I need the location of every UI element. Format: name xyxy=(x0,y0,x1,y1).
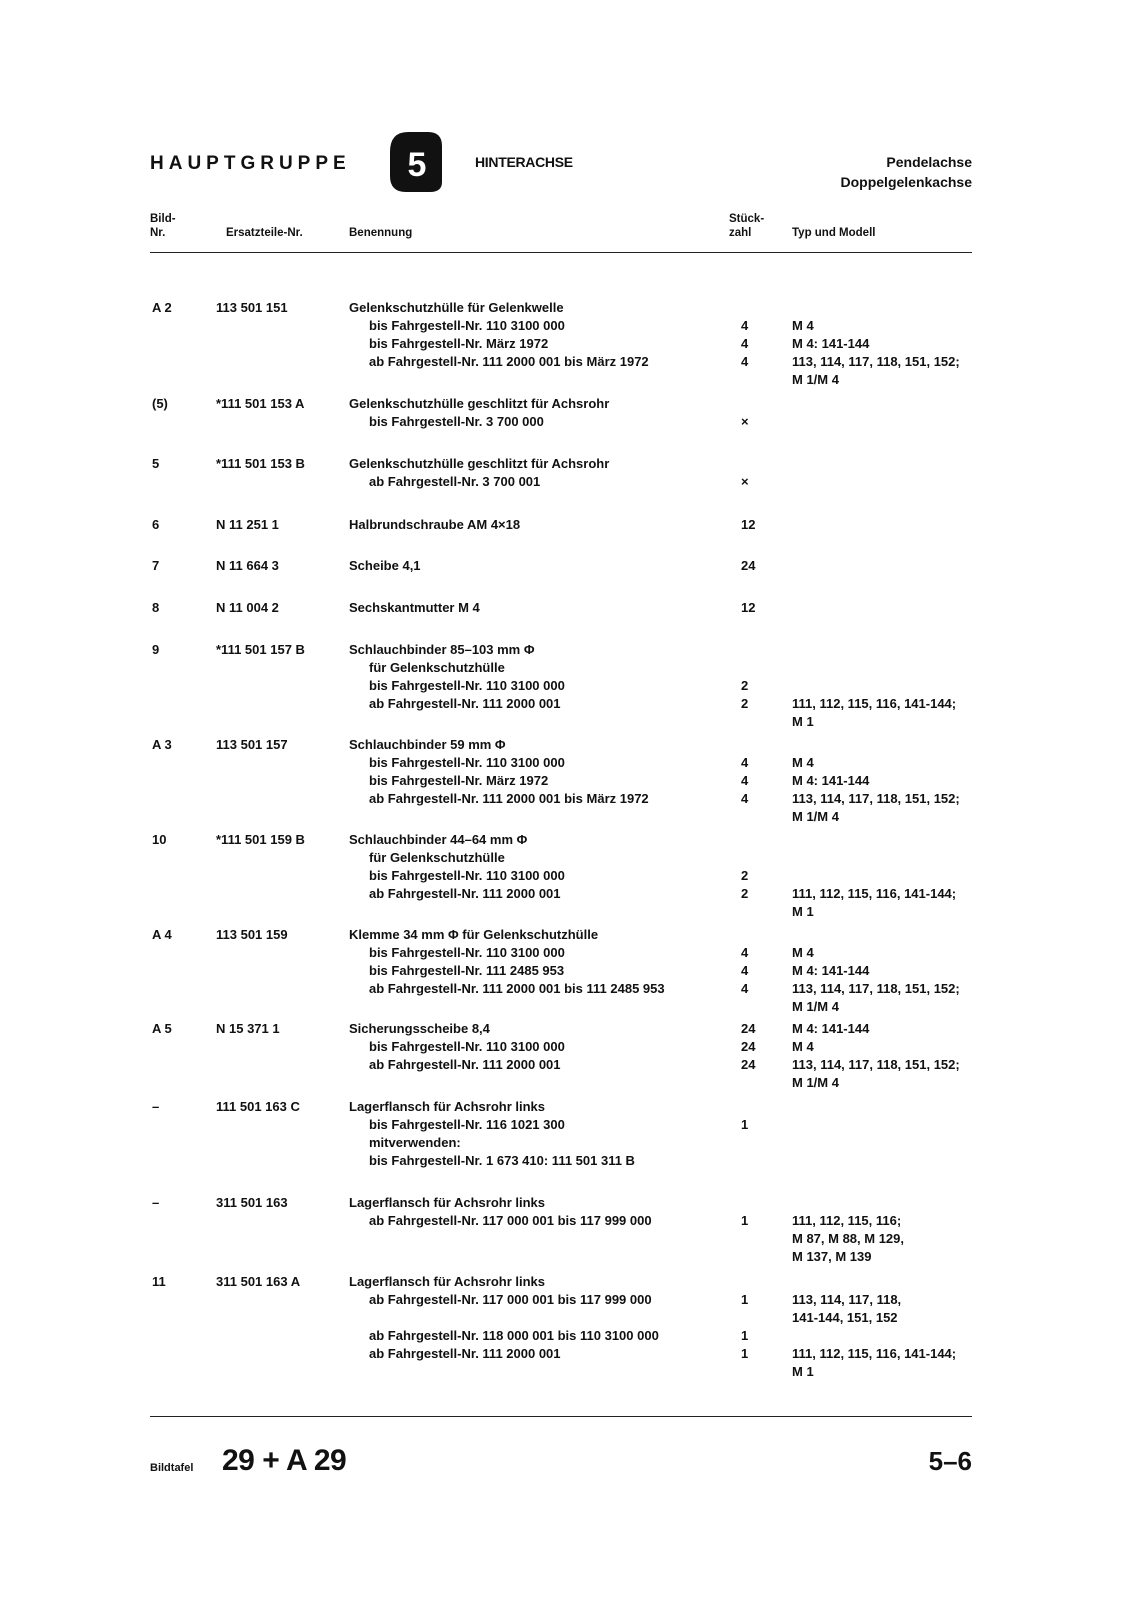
quantity: 4 xyxy=(741,354,749,369)
type-model: 113, 114, 117, 118, 151, 152; xyxy=(792,354,960,369)
description xyxy=(369,848,721,867)
description xyxy=(369,961,721,980)
description-text: ab Fahrgestell-Nr. 111 2000 001 bis März 1972 xyxy=(369,354,652,369)
description-text: bis Fahrgestell-Nr. 110 3100 000 xyxy=(369,868,568,883)
description-text: bis Fahrgestell-Nr. März 1972 xyxy=(369,336,551,351)
main-group-title: HAUPTGRUPPE xyxy=(150,153,351,174)
description xyxy=(369,334,721,353)
description xyxy=(369,866,721,885)
description xyxy=(349,1097,721,1116)
description-text: Gelenkschutzhülle geschlitzt für Achsrohr xyxy=(349,396,612,411)
description xyxy=(349,556,721,575)
part-number: 113 501 159 xyxy=(216,927,288,942)
quantity: 24 xyxy=(741,558,756,573)
type-model: M 87, M 88, M 129, xyxy=(792,1231,904,1246)
description xyxy=(349,830,721,849)
description xyxy=(369,1344,721,1363)
description-text: Klemme 34 mm Φ für Gelenkschutzhülle xyxy=(349,927,601,942)
description-text: bis Fahrgestell-Nr. 111 2485 953 xyxy=(369,963,567,978)
bild-nr: A 4 xyxy=(152,927,172,942)
type-model: M 1 xyxy=(792,714,814,729)
bild-nr: 9 xyxy=(152,642,160,657)
bild-nr: A 2 xyxy=(152,300,172,315)
description xyxy=(369,979,721,998)
description xyxy=(369,316,721,335)
type-model: 111, 112, 115, 116, 141-144; xyxy=(792,886,957,901)
type-model: 113, 114, 117, 118, 151, 152; xyxy=(792,981,960,996)
quantity: 2 xyxy=(741,678,749,693)
bild-nr: 6 xyxy=(152,517,160,532)
plate-number: 29 + A 29 xyxy=(222,1444,347,1477)
description-text: ab Fahrgestell-Nr. 111 2000 001 bis März 1972 xyxy=(369,791,652,806)
quantity: 4 xyxy=(741,336,749,351)
quantity: 4 xyxy=(741,791,749,806)
type-model: M 1/M 4 xyxy=(792,372,839,387)
description-text: Sechskantmutter M 4 xyxy=(349,600,483,615)
description xyxy=(369,943,721,962)
col-bild-nr-line1: Bild- xyxy=(150,213,176,225)
bild-nr: 7 xyxy=(152,558,160,573)
type-model: 113, 114, 117, 118, xyxy=(792,1292,902,1307)
description-text: Sicherungsscheibe 8,4 xyxy=(349,1021,493,1036)
quantity: 1 xyxy=(741,1292,749,1307)
col-bild-nr-line2: Nr. xyxy=(150,227,166,239)
part-number: 113 501 157 xyxy=(216,737,288,752)
col-quantity xyxy=(729,212,764,240)
quantity: 12 xyxy=(741,600,756,615)
description-text: ab Fahrgestell-Nr. 111 2000 001 xyxy=(369,1057,564,1072)
description-text: ab Fahrgestell-Nr. 117 000 001 bis 117 999 000 xyxy=(369,1292,655,1307)
bild-nr: 11 xyxy=(152,1274,166,1289)
type-model: 111, 112, 115, 116, 141-144; xyxy=(792,696,957,711)
description xyxy=(369,352,721,371)
description xyxy=(369,884,721,903)
type-model: M 4 xyxy=(792,945,814,960)
description-text: ab Fahrgestell-Nr. 117 000 001 bis 117 999 000 xyxy=(369,1213,655,1228)
description-text: Lagerflansch für Achsrohr links xyxy=(349,1195,548,1210)
type-model: 111, 112, 115, 116, 141-144; xyxy=(792,1346,957,1361)
plate-label: Bildtafel xyxy=(150,1462,194,1474)
quantity: 4 xyxy=(741,773,749,788)
bild-nr: 10 xyxy=(152,832,167,847)
part-number: N 11 251 1 xyxy=(216,517,279,532)
description xyxy=(369,771,721,790)
quantity: 1 xyxy=(741,1117,749,1132)
part-number: *111 501 153 A xyxy=(216,396,305,411)
description-text: ab Fahrgestell-Nr. 111 2000 001 bis 111 2485 953 xyxy=(369,981,668,996)
quantity: 2 xyxy=(741,696,749,711)
group-number: 5 xyxy=(407,146,427,184)
part-number: 311 501 163 xyxy=(216,1195,288,1210)
description xyxy=(349,515,721,534)
quantity: 12 xyxy=(741,517,756,532)
description xyxy=(349,735,721,754)
description-text: Schlauchbinder 59 mm Φ xyxy=(349,737,509,752)
part-number: 113 501 151 xyxy=(216,300,288,315)
description-text: Lagerflansch für Achsrohr links xyxy=(349,1099,548,1114)
part-number: N 11 664 3 xyxy=(216,558,279,573)
header-divider xyxy=(150,252,972,253)
quantity: 2 xyxy=(741,886,749,901)
quantity: 1 xyxy=(741,1328,749,1343)
quantity: 1 xyxy=(741,1346,749,1361)
quantity: 4 xyxy=(741,981,749,996)
col-type-model: Typ und Modell xyxy=(792,227,876,239)
part-number: N 11 004 2 xyxy=(216,600,279,615)
description xyxy=(369,1290,721,1309)
col-part-number: Ersatzteile-Nr. xyxy=(226,227,303,239)
description-text: Scheibe 4,1 xyxy=(349,558,424,573)
description xyxy=(369,694,721,713)
description xyxy=(349,1193,721,1212)
axle-type-line2: Doppelgelenkachse xyxy=(840,174,972,190)
description xyxy=(369,1211,721,1230)
type-model: M 1 xyxy=(792,904,814,919)
footer-divider xyxy=(150,1416,972,1417)
part-number: 311 501 163 A xyxy=(216,1274,301,1289)
description-text: für Gelenkschutzhülle xyxy=(369,850,508,865)
col-bild-nr xyxy=(150,212,176,240)
description xyxy=(369,1037,721,1056)
description xyxy=(349,640,721,659)
bild-nr: – xyxy=(152,1099,160,1114)
description xyxy=(369,789,721,808)
description-text: bis Fahrgestell-Nr. 110 3100 000 xyxy=(369,945,568,960)
part-number: 111 501 163 C xyxy=(216,1099,300,1114)
part-number: N 15 371 1 xyxy=(216,1021,280,1036)
description-text: bis Fahrgestell-Nr. 3 700 000 xyxy=(369,414,547,429)
quantity: 1 xyxy=(741,1213,749,1228)
description-text: Schlauchbinder 85–103 mm Φ xyxy=(349,642,538,657)
type-model: M 1/M 4 xyxy=(792,1075,839,1090)
description-text: ab Fahrgestell-Nr. 3 700 001 xyxy=(369,474,543,489)
description-text: Lagerflansch für Achsrohr links xyxy=(349,1274,548,1289)
col-quantity-line2: zahl xyxy=(729,227,752,239)
description xyxy=(369,1115,721,1134)
type-model: M 4: 141-144 xyxy=(792,1021,870,1036)
quantity: 4 xyxy=(741,945,749,960)
quantity: 4 xyxy=(741,963,749,978)
description xyxy=(369,753,721,772)
description xyxy=(369,1055,721,1074)
description-text: ab Fahrgestell-Nr. 111 2000 001 xyxy=(369,1346,564,1361)
type-model: M 4: 141-144 xyxy=(792,336,870,351)
axle-type-line1: Pendelachse xyxy=(886,154,972,170)
quantity: 4 xyxy=(741,755,749,770)
description xyxy=(349,925,721,944)
type-model: M 137, M 139 xyxy=(792,1249,872,1264)
type-model: M 4 xyxy=(792,1039,814,1054)
description xyxy=(369,1133,721,1152)
description-text: Gelenkschutzhülle für Gelenkwelle xyxy=(349,300,567,315)
quantity: 2 xyxy=(741,868,749,883)
col-quantity-line1: Stück- xyxy=(729,213,765,225)
axle-type xyxy=(841,152,973,192)
quantity: 24 xyxy=(741,1039,756,1054)
description xyxy=(369,1151,721,1170)
description xyxy=(349,454,721,473)
bild-nr: A 5 xyxy=(152,1021,172,1036)
description xyxy=(369,472,721,491)
description-text: für Gelenkschutzhülle xyxy=(369,660,508,675)
quantity: 24 xyxy=(741,1057,756,1072)
bild-nr: (5) xyxy=(152,396,168,411)
bild-nr: 8 xyxy=(152,600,160,615)
description xyxy=(369,1326,721,1345)
section-title: HINTERACHSE xyxy=(475,154,573,170)
description xyxy=(369,676,721,695)
description-text: bis Fahrgestell-Nr. März 1972 xyxy=(369,773,551,788)
page-number: 5–6 xyxy=(928,1446,972,1476)
description-text: bis Fahrgestell-Nr. 116 1021 300 xyxy=(369,1117,568,1132)
description xyxy=(349,598,721,617)
description xyxy=(369,658,721,677)
description-text: bis Fahrgestell-Nr. 110 3100 000 xyxy=(369,755,568,770)
quantity: × xyxy=(741,474,749,489)
type-model: M 4: 141-144 xyxy=(792,773,870,788)
type-model: M 4 xyxy=(792,755,814,770)
description xyxy=(349,1019,721,1038)
type-model: M 4 xyxy=(792,318,814,333)
description-text: bis Fahrgestell-Nr. 1 673 410: 111 501 311 B xyxy=(369,1153,638,1168)
type-model: M 4: 141-144 xyxy=(792,963,870,978)
description xyxy=(349,298,721,317)
part-number: *111 501 159 B xyxy=(216,832,305,847)
type-model: M 1/M 4 xyxy=(792,999,839,1014)
description-text: Gelenkschutzhülle geschlitzt für Achsrohr xyxy=(349,456,612,471)
type-model: 111, 112, 115, 116; xyxy=(792,1213,902,1228)
description-text: Schlauchbinder 44–64 mm Φ xyxy=(349,832,530,847)
description xyxy=(349,394,721,413)
bild-nr: – xyxy=(152,1195,160,1210)
description-text: mitverwenden: xyxy=(369,1135,464,1150)
quantity: 24 xyxy=(741,1021,756,1036)
description-text: bis Fahrgestell-Nr. 110 3100 000 xyxy=(369,1039,568,1054)
description-text: ab Fahrgestell-Nr. 111 2000 001 xyxy=(369,696,564,711)
type-model: 113, 114, 117, 118, 151, 152; xyxy=(792,1057,960,1072)
bild-nr: 5 xyxy=(152,456,160,471)
description-text: ab Fahrgestell-Nr. 111 2000 001 xyxy=(369,886,564,901)
col-description: Benennung xyxy=(349,227,413,239)
description-text: bis Fahrgestell-Nr. 110 3100 000 xyxy=(369,678,568,693)
part-number: *111 501 153 B xyxy=(216,456,305,471)
quantity: × xyxy=(741,414,749,429)
description-text: Halbrundschraube AM 4×18 xyxy=(349,517,523,532)
description xyxy=(349,1272,721,1291)
bild-nr: A 3 xyxy=(152,737,172,752)
description xyxy=(369,412,721,431)
type-model: M 1/M 4 xyxy=(792,809,839,824)
quantity: 4 xyxy=(741,318,749,333)
description-text: ab Fahrgestell-Nr. 118 000 001 bis 110 3100 000 xyxy=(369,1328,662,1343)
description-text: bis Fahrgestell-Nr. 110 3100 000 xyxy=(369,318,568,333)
group-number-badge xyxy=(388,130,444,194)
part-number: *111 501 157 B xyxy=(216,642,305,657)
type-model: 113, 114, 117, 118, 151, 152; xyxy=(792,791,960,806)
type-model: M 1 xyxy=(792,1364,814,1379)
type-model: 141-144, 151, 152 xyxy=(792,1310,898,1325)
